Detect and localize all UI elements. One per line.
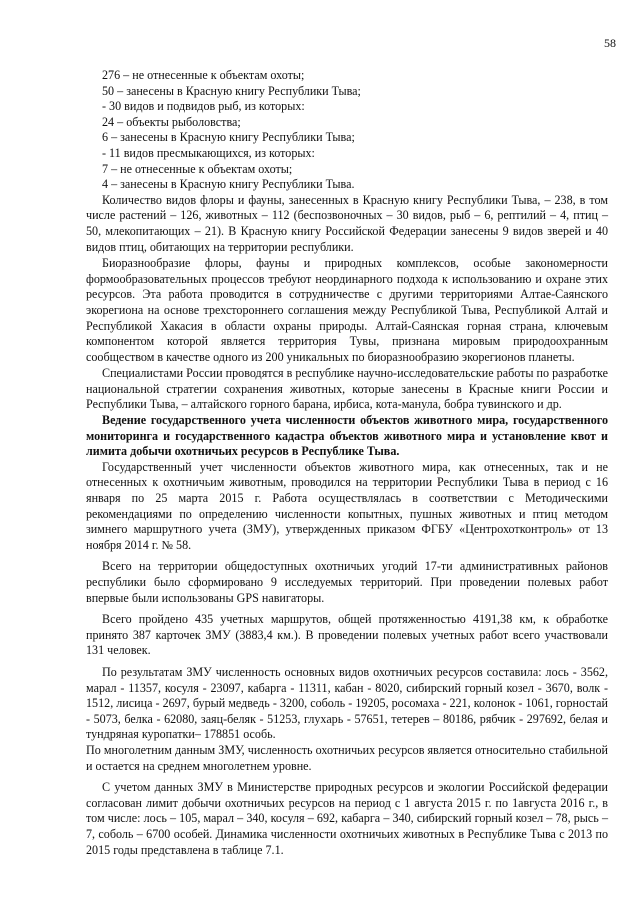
- list-item: 7 – не отнесенные к объектам охоты;: [102, 161, 293, 176]
- paragraph-territories: Всего на территории общедоступных охотничьих угодий 17-ти административных районов республики было сформировано 9 исследуемых территорий. При проведении полевых работ впервые были использованы GPS навигаторы.: [86, 559, 608, 605]
- list-item: 4 – занесены в Красную книгу Республики Тыва.: [102, 177, 355, 192]
- page-number: 58: [604, 36, 616, 50]
- list-item: - 30 видов и подвидов рыб, из которых:: [102, 99, 305, 114]
- list-item: 50 – занесены в Красную книгу Республики Тыва;: [102, 83, 361, 98]
- paragraph-state-census: Государственный учет численности объектов животного мира, как отнесенных, так и не отнесенных к охотничьим животным, проводился на территории Республики Тыва в период с 16 января по 25 марта 2015 г. Работа осуществлялась в соответствии с Методическими рекомендациями по определению численности копытных, пушных животных и птиц методом зимнего маршрутного учета (ЗМУ), утвержденных приказом ФГБУ «Центрохотконтроль» от 13 ноября 2014 г. № 58.: [86, 459, 608, 552]
- list-item: 6 – занесены в Красную книгу Республики Тыва;: [102, 130, 355, 145]
- paragraph-research: Специалистами России проводятся в республике научно-исследовательские работы по разработке национальной стратегии сохранения животных, которые занесены в Красные книги России и Республики Тыва, – алтайского горного барана, ирбиса, кота-манула, бобра тувинского и др.: [86, 366, 608, 412]
- paragraph-routes: Всего пройдено 435 учетных маршрутов, общей протяженностью 4191,38 км, к обработке принято 387 карточек ЗМУ (3883,4 км.). В проведении полевых учетных работ всего участвовали 131 человек.: [86, 612, 608, 658]
- paragraph-biodiversity: Биоразнообразие флоры, фауны и природных комплексов, особые закономерности формообразовательных процессов требуют неординарного подхода к использованию и охране этих ресурсов. Эта работа проводится в сотрудничестве с другими территориями Алтае-Саянского экорегиона на основе трехстороннего соглашения между Республикой Тыва, Республикой Алтай и Республикой Хакасия в области охраны природы. Алтай-Саянская горная страна, ключевым компонентом которой является территория Тувы, признана мировым природоохранным сообществом в качестве одного из 200 уникальных по биоразнообразию экорегионов планеты.: [86, 256, 608, 364]
- paragraph-limits: С учетом данных ЗМУ в Министерстве природных ресурсов и экологии Российской федерации согласован лимит добычи охотничьих ресурсов на период с 1 августа 2015 г. по 1августа 2016 г., в том числе: лось – 105, марал – 340, косуля – 692, кабарга – 340, сибирский горный козел – 78, рысь – 7, соболь – 6700 особей. Динамика численности охотничьих животных в Республике Тыва с 2013 по 2015 годы представлена в таблице 7.1.: [86, 780, 608, 857]
- list-item: 276 – не отнесенные к объектам охоты;: [102, 68, 305, 82]
- paragraph-stability: По многолетним данным ЗМУ, численность охотничьих ресурсов является относительно стабильной и остается на среднем многолетнем уровне.: [86, 742, 608, 773]
- section-heading: Ведение государственного учета численности объектов животного мира, государственного мониторинга и государственного кадастра объектов животного мира и установление квот и лимита добычи охотничьих ресурсов в Республике Тыва.: [86, 413, 608, 459]
- list-item: - 11 видов пресмыкающихся, из которых:: [102, 145, 315, 160]
- paragraph-results: По результатам ЗМУ численность основных видов охотничьих ресурсов составила: лось - 3562, марал - 11357, косуля - 23097, кабарга - 11311, кабан - 8020, сибирский горный козел - 3670, волк - 1512, лисица - 2697, бурый медведь - 3200, соболь - 19205, росомаха - 221, колонок - 1061, горностай - 5073, белка - 62080, заяц-беляк - 51253, глухарь - 57651, тетерев – 80186, рябчик - 297692, белая и тундряная куропатки– 178851 особь.: [86, 664, 608, 742]
- paragraph-red-book-counts: Количество видов флоры и фауны, занесенных в Красную книгу Республики Тыва, – 238, в том числе растений – 126, животных – 112 (беспозвоночных – 30 видов, рыб – 6, рептилий – 4, птиц – 50, млекопитающих – 21). В Красную книгу Российской Федерации занесены 9 видов зверей и 40 видов птиц, обитающих на территории республики.: [86, 192, 608, 254]
- list-item: 24 – объекты рыболовства;: [102, 114, 241, 129]
- document-body: [86, 68, 608, 858]
